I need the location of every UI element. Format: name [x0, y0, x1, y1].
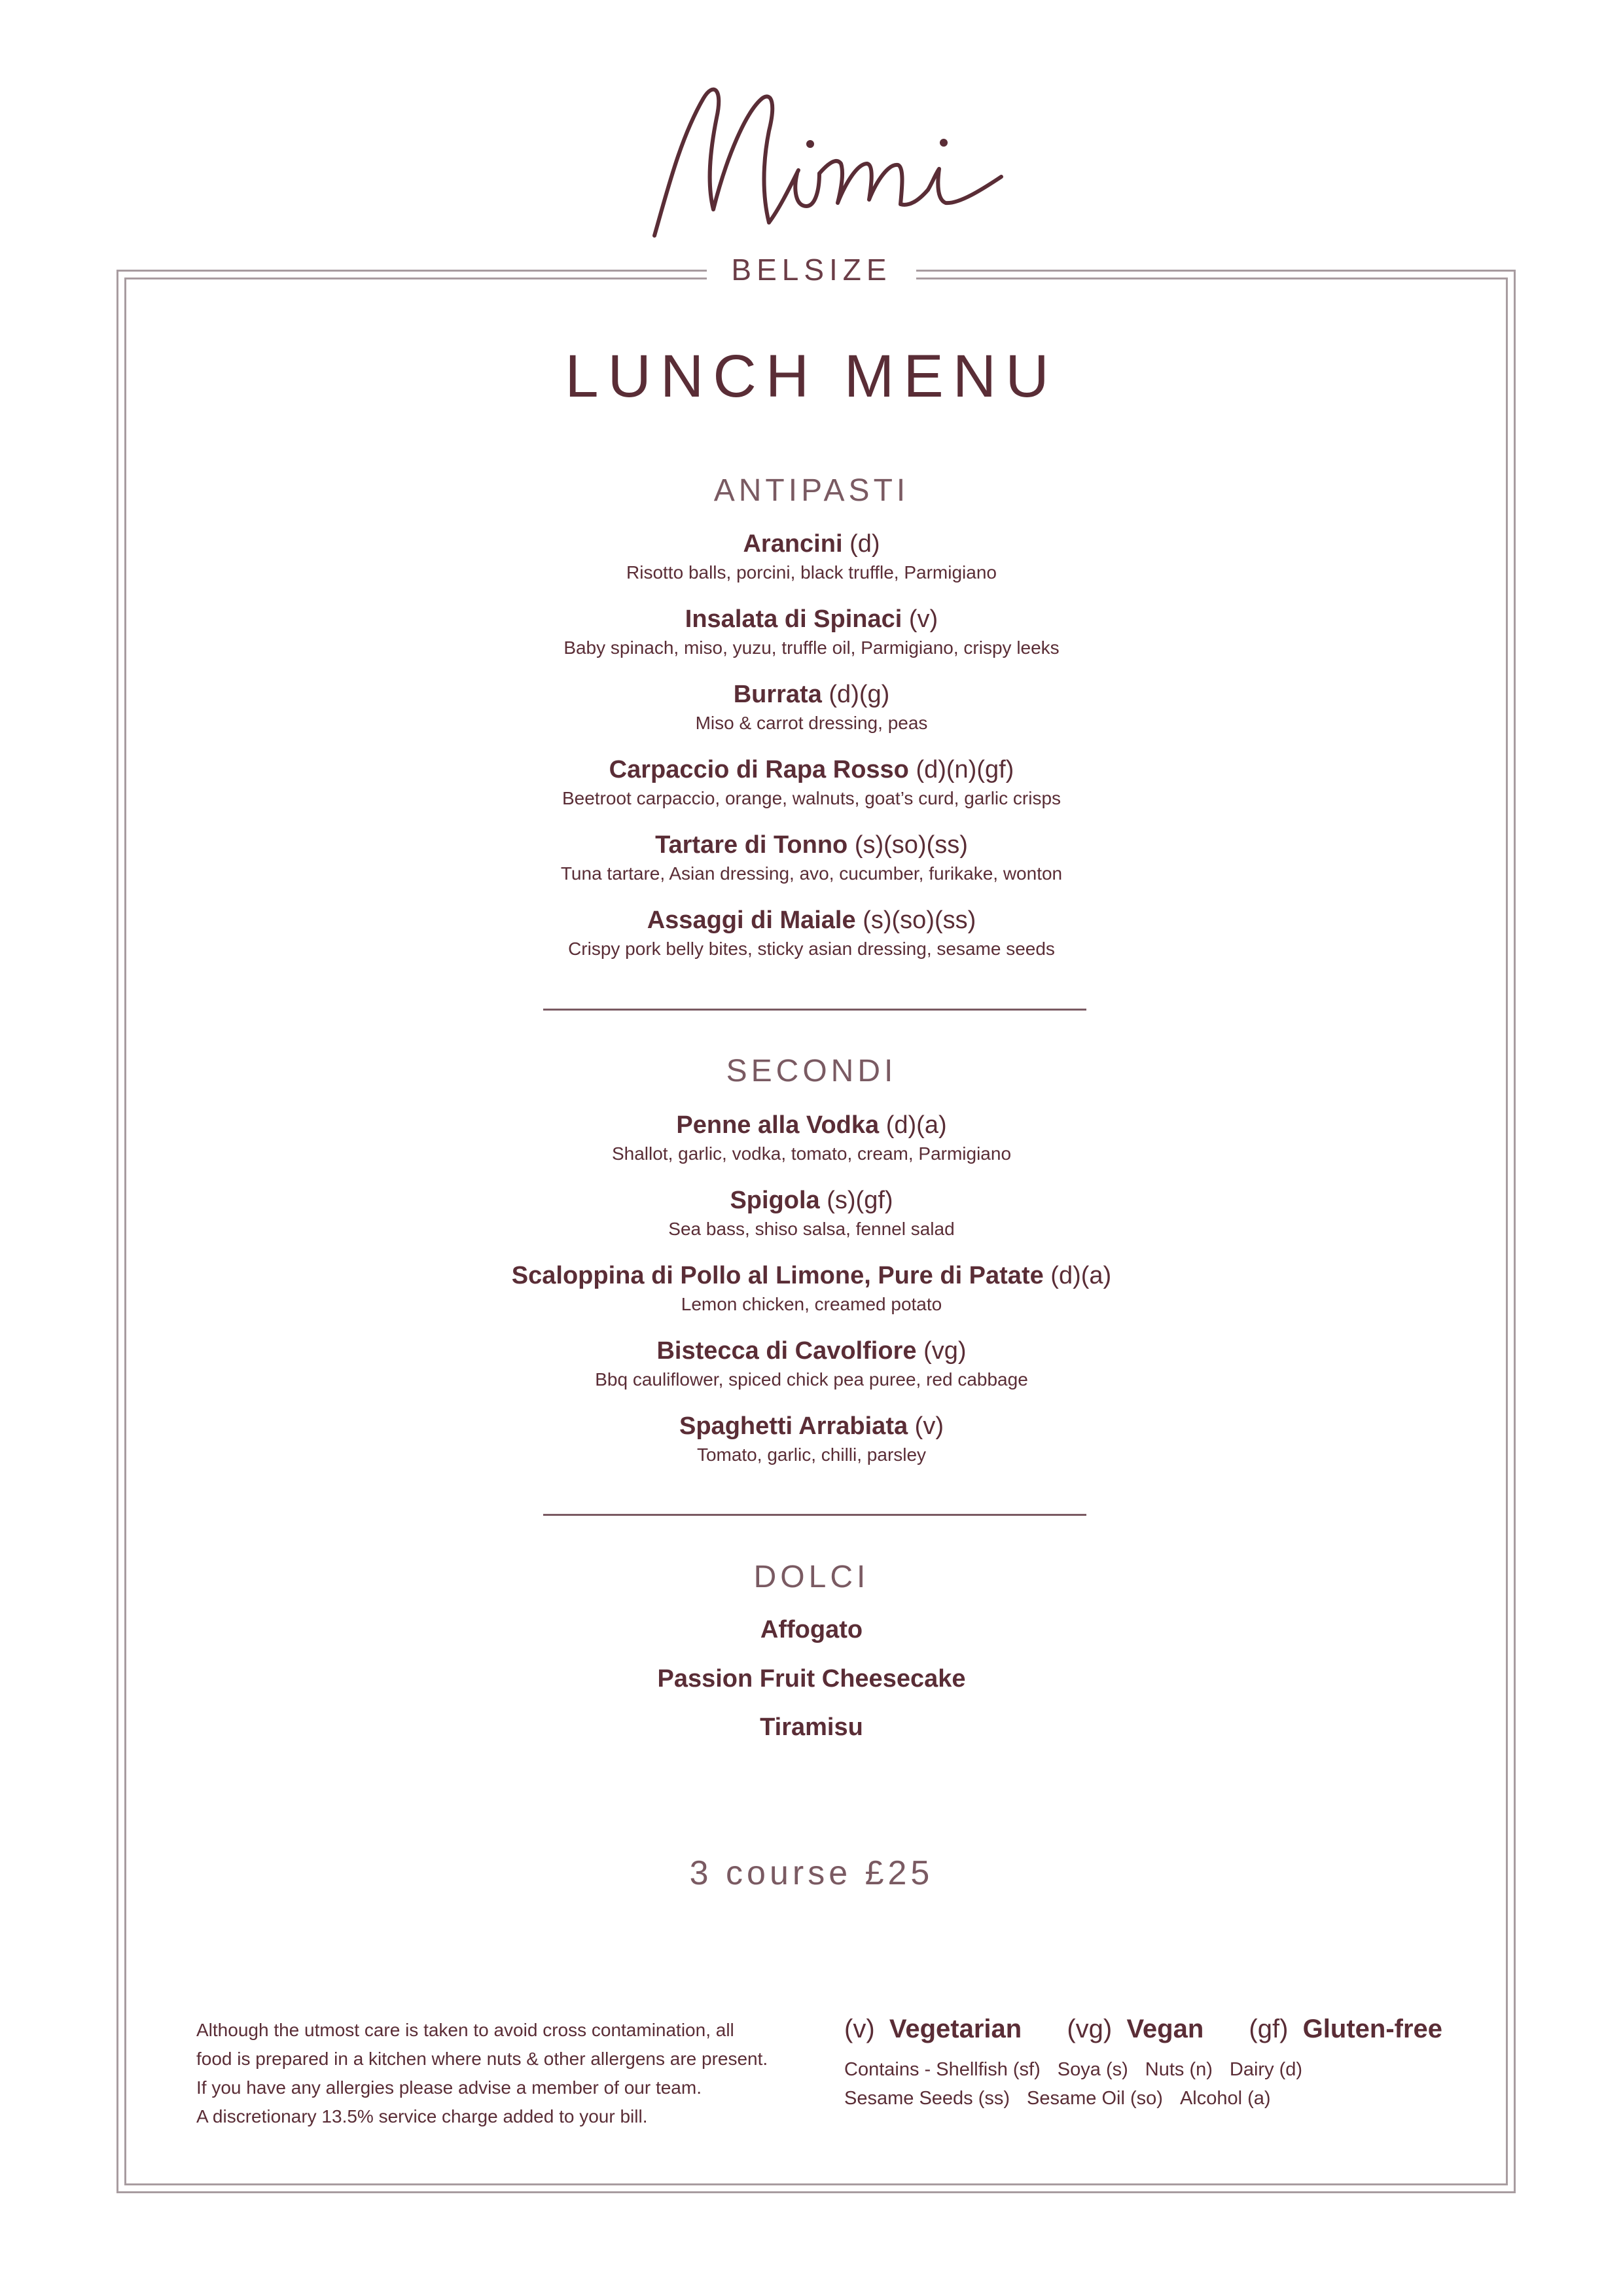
- menu-item-name: Arancini (d): [743, 530, 880, 558]
- menu-item-name: Tiramisu: [760, 1713, 863, 1741]
- menu-item-desc: Beetroot carpaccio, orange, walnuts, goat’s curd, garlic crisps: [562, 788, 1061, 808]
- allergen-legend-line-2: Sesame Seeds (ss) Sesame Oil (so) Alcohol (a): [844, 2088, 1271, 2109]
- page-title: LUNCH MENU: [565, 343, 1058, 410]
- section-divider: [543, 1514, 1086, 1516]
- allergen-disclaimer: Although the utmost care is taken to avoid cross contamination, all food is prepared in a kitchen where nuts & other allergens are present. If you have any allergies please advise a member of our team. A discretionary 13.5% service charge added to your bill.: [196, 2020, 768, 2126]
- allergen-legend-line-1: Contains - Shellfish (sf) Soya (s) Nuts (n) Dairy (d): [844, 2059, 1303, 2080]
- menu-item-name: Insalata di Spinaci (v): [685, 605, 938, 633]
- section-heading-secondi: SECONDI: [726, 1054, 897, 1088]
- price-label: 3 course £25: [689, 1854, 934, 1892]
- diet-legend: (v) Vegetarian (vg) Vegan (gf) Gluten-free: [844, 2015, 1443, 2043]
- menu-item-desc: Risotto balls, porcini, black truffle, Parmigiano: [626, 562, 997, 583]
- menu-item-name: Carpaccio di Rapa Rosso (d)(n)(gf): [609, 756, 1014, 783]
- menu-item-name: Penne alla Vodka (d)(a): [676, 1111, 947, 1139]
- menu-item-desc: Bbq cauliflower, spiced chick pea puree, red cabbage: [595, 1369, 1028, 1390]
- menu-item-name: Passion Fruit Cheesecake: [657, 1665, 966, 1693]
- menu-item-desc: Tuna tartare, Asian dressing, avo, cucumber, furikake, wonton: [560, 863, 1063, 884]
- menu-item-name: Scaloppina di Pollo al Limone, Pure di Patate (d)(a): [511, 1262, 1112, 1289]
- section-heading-dolci: DOLCI: [753, 1560, 870, 1594]
- location-label: BELSIZE: [713, 250, 910, 289]
- mimi-logo: [641, 59, 1008, 255]
- menu-item-desc: Crispy pork belly bites, sticky asian dressing, sesame seeds: [568, 939, 1055, 959]
- section-divider: [543, 1009, 1086, 1011]
- menu-item-name: Spigola (s)(gf): [730, 1187, 893, 1214]
- menu-item-desc: Sea bass, shiso salsa, fennel salad: [668, 1219, 955, 1239]
- menu-item-desc: Lemon chicken, creamed potato: [681, 1294, 942, 1314]
- menu-item-desc: Shallot, garlic, vodka, tomato, cream, Parmigiano: [611, 1143, 1012, 1164]
- menu-item-name: Burrata (d)(g): [733, 681, 890, 708]
- section-heading-antipasti: ANTIPASTI: [713, 473, 910, 508]
- menu-item-name: Bistecca di Cavolfiore (vg): [656, 1337, 967, 1365]
- menu-item-name: Assaggi di Maiale (s)(so)(ss): [647, 906, 976, 934]
- menu-item-name: Tartare di Tonno (s)(so)(ss): [655, 831, 968, 859]
- menu-item-desc: Miso & carrot dressing, peas: [695, 713, 928, 733]
- menu-item-name: Affogato: [760, 1616, 863, 1643]
- menu-item-desc: Tomato, garlic, chilli, parsley: [696, 1444, 927, 1465]
- menu-item-desc: Baby spinach, miso, yuzu, truffle oil, Parmigiano, crispy leeks: [563, 637, 1060, 658]
- menu-item-name: Spaghetti Arrabiata (v): [679, 1412, 944, 1440]
